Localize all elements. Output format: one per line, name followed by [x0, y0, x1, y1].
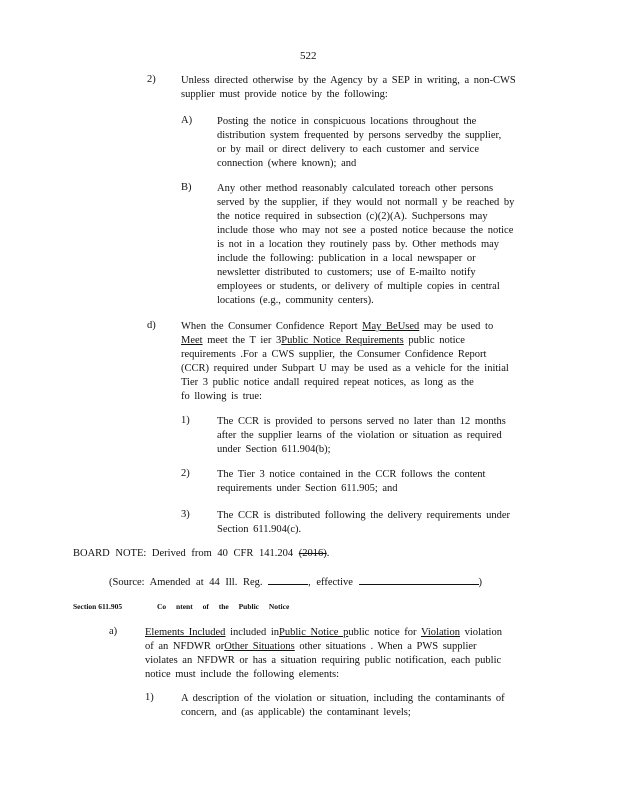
register-blank: [268, 574, 308, 585]
item-d-line: fo llowing is true:: [181, 391, 262, 402]
item-B-line: include the following: publication in a local newspaper or: [217, 253, 476, 264]
item-d3-line: The CCR is distributed following the delivery requirements under: [217, 510, 511, 521]
item-d3-text: [217, 509, 510, 537]
item-A-line: connection (where known); and: [217, 158, 357, 169]
item-B-line: locations (e.g., community centers).: [217, 295, 374, 306]
item-2-label: 2): [147, 74, 156, 85]
item-A-label: A): [181, 115, 193, 126]
text-run: meet the T ier 3: [202, 335, 282, 346]
item-B-label: B): [181, 182, 192, 193]
inserted-text: Violation: [420, 627, 460, 638]
source-text: , effective: [308, 577, 353, 588]
item-B-line: employees or students, or delivery of multiple copies in central: [217, 281, 500, 292]
item-d-line: [181, 334, 509, 348]
item-a-line: [145, 640, 502, 654]
text-run: public notice: [403, 335, 465, 346]
text-run: of an NFDWR or: [145, 641, 225, 652]
item-a1-line: concern, and (as applicable) the contaminant levels;: [181, 707, 411, 718]
item-a1-line: A description of the violation or situation, including the contaminants of: [181, 693, 505, 704]
item-d2-line: requirements under Section 611.905; and: [217, 483, 398, 494]
item-a1-text: [181, 692, 505, 720]
text-run: other situations . When a PWS supplier: [294, 641, 477, 652]
item-B-line: include those who may not see a posted notice because the notice: [217, 225, 514, 236]
source-text: ): [478, 577, 483, 588]
text-run: When the Consumer Confidence Report: [181, 321, 363, 332]
inserted-text: Other Situations: [224, 641, 295, 652]
item-A-line: or by mail or direct delivery to each customer and service: [217, 144, 479, 155]
inserted-text: Meet: [181, 335, 203, 346]
item-d-line: Tier 3 public notice andall required repeat notices, as long as the: [181, 377, 474, 388]
item-d1-line: after the supplier learns of the violation or situation as required: [217, 430, 502, 441]
item-d1-text: [217, 415, 506, 457]
item-a-line: [145, 626, 502, 640]
item-2-line: Unless directed otherwise by the Agency by a SEP in writing, a non-CWS: [181, 75, 516, 86]
inserted-text: May BeUsed: [362, 321, 420, 332]
text-run: included in: [225, 627, 280, 638]
deleted-text: (2016): [298, 548, 327, 559]
item-d2-label: 2): [181, 468, 190, 479]
inserted-text: Public Notice p: [279, 627, 349, 638]
inserted-text: Public Notice Requirements: [281, 335, 404, 346]
item-d2-text: [217, 468, 485, 496]
item-d3-label: 3): [181, 509, 190, 520]
item-d-text: [181, 320, 509, 404]
item-2-line: supplier must provide notice by the following:: [181, 89, 388, 100]
item-d-label: d): [147, 320, 156, 331]
source-text: (Source: Amended at 44 Ill. Reg.: [109, 577, 263, 588]
item-A-line: Posting the notice in conspicuous locations throughout the: [217, 116, 477, 127]
item-a1-label: 1): [145, 692, 154, 703]
text-run: may be used to: [419, 321, 494, 332]
board-note-end: .: [326, 548, 330, 559]
item-B-line: Any other method reasonably calculated toreach other persons: [217, 183, 494, 194]
source-note: [109, 574, 482, 588]
item-B-line: served by the supplier, if they would not normall y be reached by: [217, 197, 515, 208]
item-a-line: violates an NFDWR or has a situation requiring public notification, each public: [145, 655, 502, 666]
item-B-text: [217, 182, 514, 308]
board-note-text: BOARD NOTE: Derived from 40 CFR 141.204: [73, 548, 299, 559]
item-B-line: is not in a location they routinely pass by. Other methods may: [217, 239, 500, 250]
item-d-line: (CCR) required under Subpart U may be used as a vehicle for the initial: [181, 363, 509, 374]
item-B-line: newsletter distributed to customers; use of E-mailto notify: [217, 267, 476, 278]
inserted-text: Elements Included: [145, 627, 226, 638]
section-title: Co ntent of the Public Notice: [157, 602, 290, 611]
page-number: 522: [300, 50, 317, 62]
item-d1-label: 1): [181, 415, 190, 426]
item-d2-line: The Tier 3 notice contained in the CCR follows the content: [217, 469, 486, 480]
item-a-text: [145, 626, 502, 682]
text-run: violation: [459, 627, 502, 638]
item-d1-line: under Section 611.904(b);: [217, 444, 331, 455]
item-d3-line: Section 611.904(c).: [217, 524, 302, 535]
text-run: ublic notice for: [348, 627, 421, 638]
item-B-line: the notice required in subsection (c)(2)(A). Suchpersons may: [217, 211, 488, 222]
item-d-line: [181, 320, 509, 334]
item-A-text: [217, 115, 501, 171]
item-A-line: distribution system frequented by persons servedby the supplier,: [217, 130, 502, 141]
item-a-line: notice must include the following elements:: [145, 669, 340, 680]
board-note: [73, 548, 329, 559]
section-number: Section 611.905: [73, 602, 123, 611]
effective-blank: [359, 574, 479, 585]
item-d1-line: The CCR is provided to persons served no later than 12 months: [217, 416, 506, 427]
item-d-line: requirements .For a CWS supplier, the Consumer Confidence Report: [181, 349, 487, 360]
item-2-text: [181, 74, 516, 102]
item-a-label: a): [109, 626, 118, 637]
